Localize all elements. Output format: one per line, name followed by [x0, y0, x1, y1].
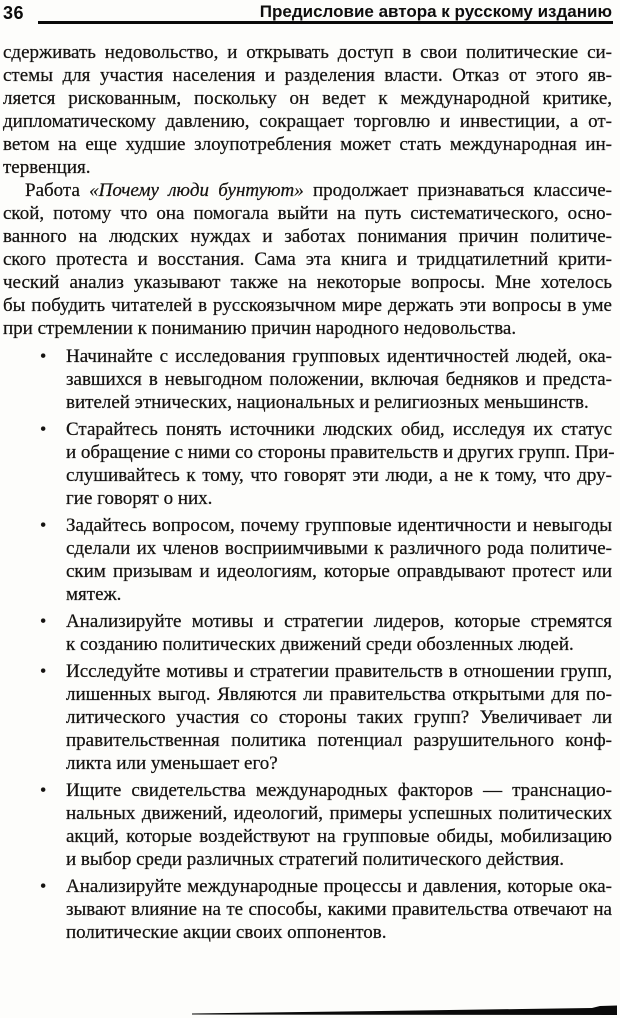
- text-line: [3, 64, 612, 87]
- text-line: [3, 110, 612, 133]
- text-segment: к созданию политических движений среди обозленных людей.: [66, 634, 574, 655]
- bullet-item: [3, 418, 615, 510]
- text-segment: мятеж.: [66, 584, 122, 605]
- text-line: [3, 156, 612, 179]
- text-segment: зывают влияние на те способы, какими правительства отвечают на: [66, 899, 612, 920]
- text-segment: сдерживать недовольство, и открывать доступ в свои политические си-: [3, 42, 612, 63]
- text-segment: ским призывам и идеологиям, которые оправдывают протест или: [66, 561, 612, 582]
- bullet-item: [3, 514, 612, 606]
- bullet-text: [66, 345, 612, 414]
- bullet-marker: •: [40, 661, 47, 681]
- text-segment: лишенных выгод. Являются ли правительства открытыми для по-: [66, 684, 612, 705]
- header-rule: [38, 21, 613, 24]
- text-segment: Исследуйте мотивы и стратегии правительств в отношении групп,: [66, 661, 612, 682]
- text-line: [66, 537, 612, 560]
- text-line: [66, 683, 612, 706]
- text-line: [3, 294, 612, 317]
- text-line: [66, 583, 612, 606]
- paragraph: [3, 41, 612, 179]
- text-line: [66, 610, 612, 633]
- text-segment: акций, которые воздействуют на групповые обиды, мобилизацию: [66, 826, 612, 847]
- bullet-item: [3, 875, 612, 944]
- text-segment: Работа: [25, 180, 90, 201]
- text-segment: ликта или уменьшает его?: [66, 753, 278, 774]
- text-line: [66, 560, 612, 583]
- text-line: [66, 633, 612, 656]
- text-segment: ской, потому что она помогала выйти на путь систематического, осно-: [3, 203, 612, 224]
- page-header: [0, 0, 620, 27]
- text-line: [66, 514, 612, 537]
- text-segment: нальных движений, идеологий, примеры успешных политических: [66, 803, 612, 824]
- text-line: [66, 779, 612, 802]
- text-segment: гие говорят о них.: [66, 488, 213, 509]
- text-segment: и обращение с ними со стороны правительств и других групп. При-: [66, 442, 615, 463]
- text-segment: Задайтесь вопросом, почему групповые идентичности и невыгоды: [66, 515, 612, 536]
- bullet-text: [66, 418, 615, 510]
- bullet-list: [3, 345, 615, 944]
- bullet-text: [66, 610, 612, 656]
- text-segment: бы побудить читателей в русскоязычном мире держать эти вопросы в уме: [3, 295, 612, 316]
- text-line: [66, 825, 612, 848]
- text-line: [66, 418, 612, 441]
- text-line: [3, 248, 612, 271]
- bullet-item: [3, 610, 612, 656]
- page-bottom-edge-artifact: [192, 1005, 617, 1016]
- text-line: [66, 391, 612, 414]
- text-segment: Анализируйте международные процессы и давления, которые ока-: [66, 876, 612, 897]
- text-line: [66, 752, 612, 775]
- text-segment: правительственная политика потенциал разрушительного конф-: [66, 730, 612, 751]
- text-line: [66, 660, 612, 683]
- bullet-text: [66, 779, 612, 871]
- bullet-marker: •: [40, 611, 47, 631]
- text-segment: дипломатическому давлению, сокращает торговлю и инвестиции, а от-: [3, 111, 612, 132]
- bullet-marker: •: [40, 346, 47, 366]
- bullet-item: [3, 345, 612, 414]
- text-segment: политические акции своих оппонентов.: [66, 922, 387, 943]
- text-line: [3, 225, 612, 248]
- text-line: [3, 179, 612, 202]
- text-segment: продолжает признаваться классиче-: [303, 180, 612, 201]
- text-line: [66, 368, 612, 391]
- text-segment: Анализируйте мотивы и стратегии лидеров, которые стремятся: [66, 611, 612, 632]
- italic-text-segment: «Почему люди бунтуют»: [89, 180, 304, 201]
- text-line: [66, 921, 612, 944]
- text-segment: Старайтесь понять источники людских обид, исследуя их статус: [66, 419, 612, 440]
- text-segment: ванного на людских нуждах и заботах понимания причин политиче-: [3, 226, 612, 247]
- text-segment: ляется рискованным, поскольку он ведет к международной критике,: [3, 88, 612, 109]
- bullet-text: [66, 875, 612, 944]
- text-segment: и выбор среди различных стратегий политического действия.: [66, 849, 565, 870]
- bullet-item: [3, 660, 612, 775]
- text-line: [3, 271, 612, 294]
- text-segment: слушивайтесь к тому, что говорят эти люди, а не к тому, что дру-: [66, 465, 612, 486]
- text-line: [66, 729, 612, 752]
- paragraph: [3, 179, 612, 340]
- text-line: [66, 464, 612, 487]
- text-segment: Начинайте с исследования групповых идентичностей людей, ока-: [66, 346, 612, 367]
- text-line: [66, 802, 612, 825]
- bullet-text: [66, 660, 612, 775]
- text-segment: сделали их членов восприимчивыми к различного рода политиче-: [66, 538, 612, 559]
- bullet-marker: •: [40, 515, 47, 535]
- page-body: [0, 41, 620, 944]
- text-line: [66, 875, 612, 898]
- text-segment: ветом на еще худшие злоупотребления может стать международная ин-: [3, 134, 612, 155]
- text-segment: стемы для участия населения и разделения власти. Отказ от этого яв-: [3, 65, 612, 86]
- text-segment: ческий анализ указывают также на некоторые вопросы. Мне хотелось: [3, 272, 612, 293]
- text-segment: ского протеста и восстания. Сама эта книга и тридцатилетний крити-: [3, 249, 612, 270]
- text-line: [3, 87, 612, 110]
- text-segment: тервенция.: [3, 157, 91, 178]
- text-line: [66, 848, 612, 871]
- text-line: [3, 41, 612, 64]
- text-segment: вителей этнических, национальных и религиозных меньшинств.: [66, 392, 589, 413]
- text-line: [66, 441, 615, 464]
- text-line: [3, 317, 612, 340]
- text-line: [3, 133, 612, 156]
- text-line: [66, 487, 612, 510]
- text-segment: литического участия со стороны таких групп? Увеличивает ли: [66, 707, 612, 728]
- bullet-marker: •: [40, 780, 47, 800]
- text-line: [66, 706, 612, 729]
- text-line: [3, 202, 612, 225]
- bullet-text: [66, 514, 612, 606]
- page-number: 36: [3, 3, 25, 23]
- text-line: [66, 345, 612, 368]
- bullet-marker: •: [40, 419, 47, 439]
- header-title: Предисловие автора к русскому изданию: [259, 2, 612, 21]
- bullet-marker: •: [40, 876, 47, 896]
- text-segment: при стремлении к пониманию причин народного недовольства.: [3, 318, 517, 339]
- bullet-item: [3, 779, 612, 871]
- text-segment: завшихся в невыгодном положении, включая бедняков и предста-: [66, 369, 612, 390]
- text-segment: Ищите свидетельства международных факторов — транснацио-: [66, 780, 612, 801]
- paragraphs-block: [3, 41, 612, 340]
- text-line: [66, 898, 612, 921]
